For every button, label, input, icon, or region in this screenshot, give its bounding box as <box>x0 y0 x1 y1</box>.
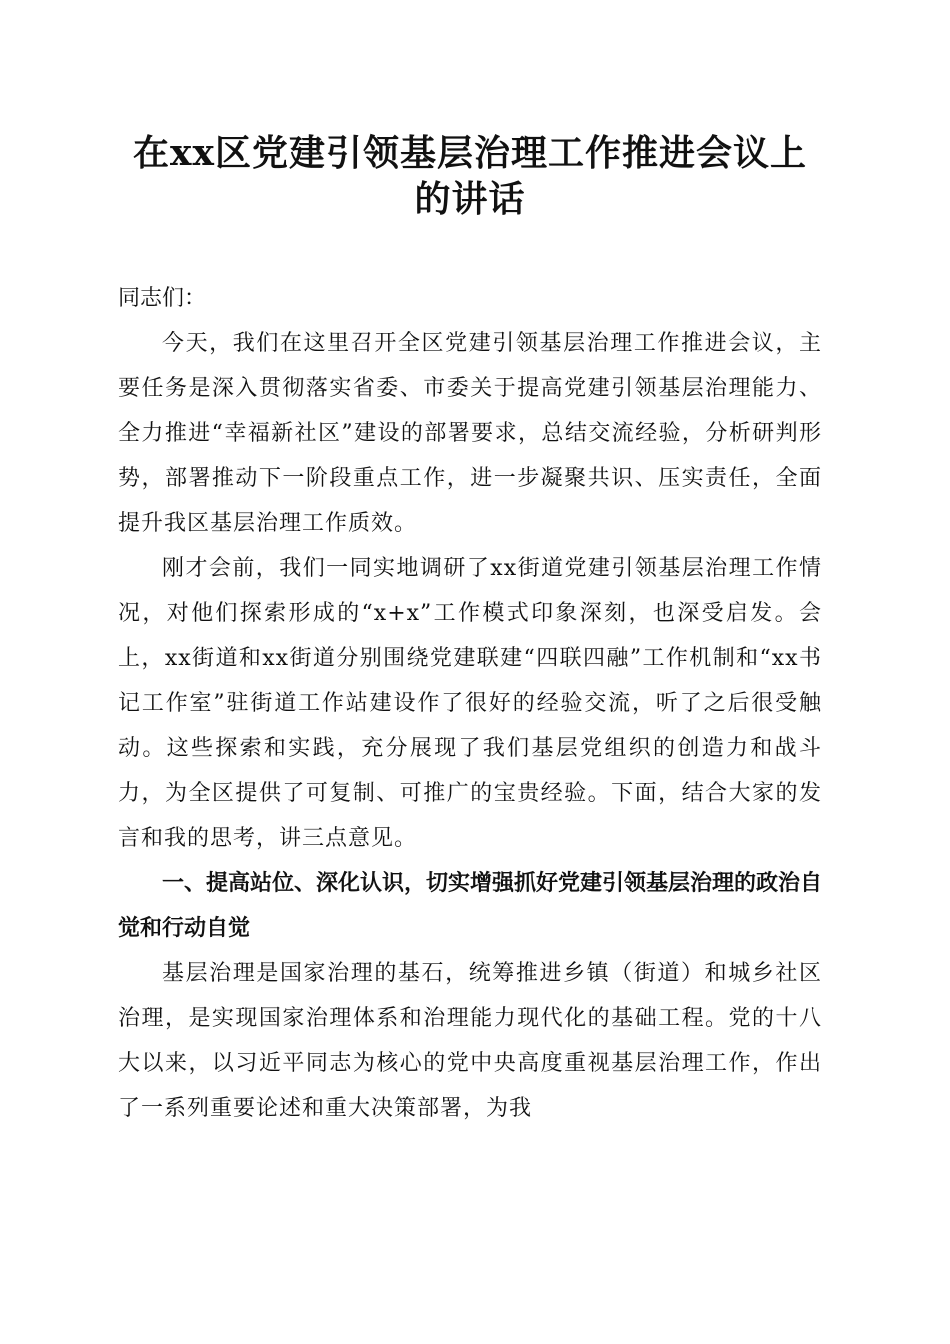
paragraph-opening: 今天，我们在这里召开全区党建引领基层治理工作推进会议，主要任务是深入贯彻落实省委、市委关于提高党建引领基层治理能力、全力推进“幸福新社区”建设的部署要求，总结交流经验，分析研判形势，部署推动下一阶段重点工作，进一步凝聚共识、压实责任，全面提升我区基层治理工作质效。 <box>118 331 822 536</box>
greeting: 同志们： <box>118 286 207 311</box>
document-title: 在xx区党建引领基层治理工作推进会议上的讲话 <box>133 132 807 220</box>
paragraph-section-1: 基层治理是国家治理的基石，统筹推进乡镇（街道）和城乡社区治理，是实现国家治理体系和治理能力现代化的基础工程。党的十八大以来，以习近平同志为核心的党中央高度重视基层治理工作，作出了一系列重要论述和重大决策部署，为我 <box>118 961 822 1121</box>
document-page <box>118 130 822 1131</box>
section-heading-1: 一、提高站位、深化认识，切实增强抓好党建引领基层治理的政治自觉和行动自觉 <box>118 871 823 941</box>
paragraph-investigation: 刚才会前，我们一同实地调研了xx街道党建引领基层治理工作情况，对他们探索形成的“x+x”工作模式印象深刻，也深受启发。会上，xx街道和xx街道分别围绕党建联建“四联四融”工作机制和“xx书记工作室”驻街道工作站建设作了很好的经验交流，听了之后很受触动。这些探索和实践，充分展现了我们基层党组织的创造力和战斗力，为全区提供了可复制、可推广的宝贵经验。下面，结合大家的发言和我的思考，讲三点意见。 <box>118 556 822 851</box>
